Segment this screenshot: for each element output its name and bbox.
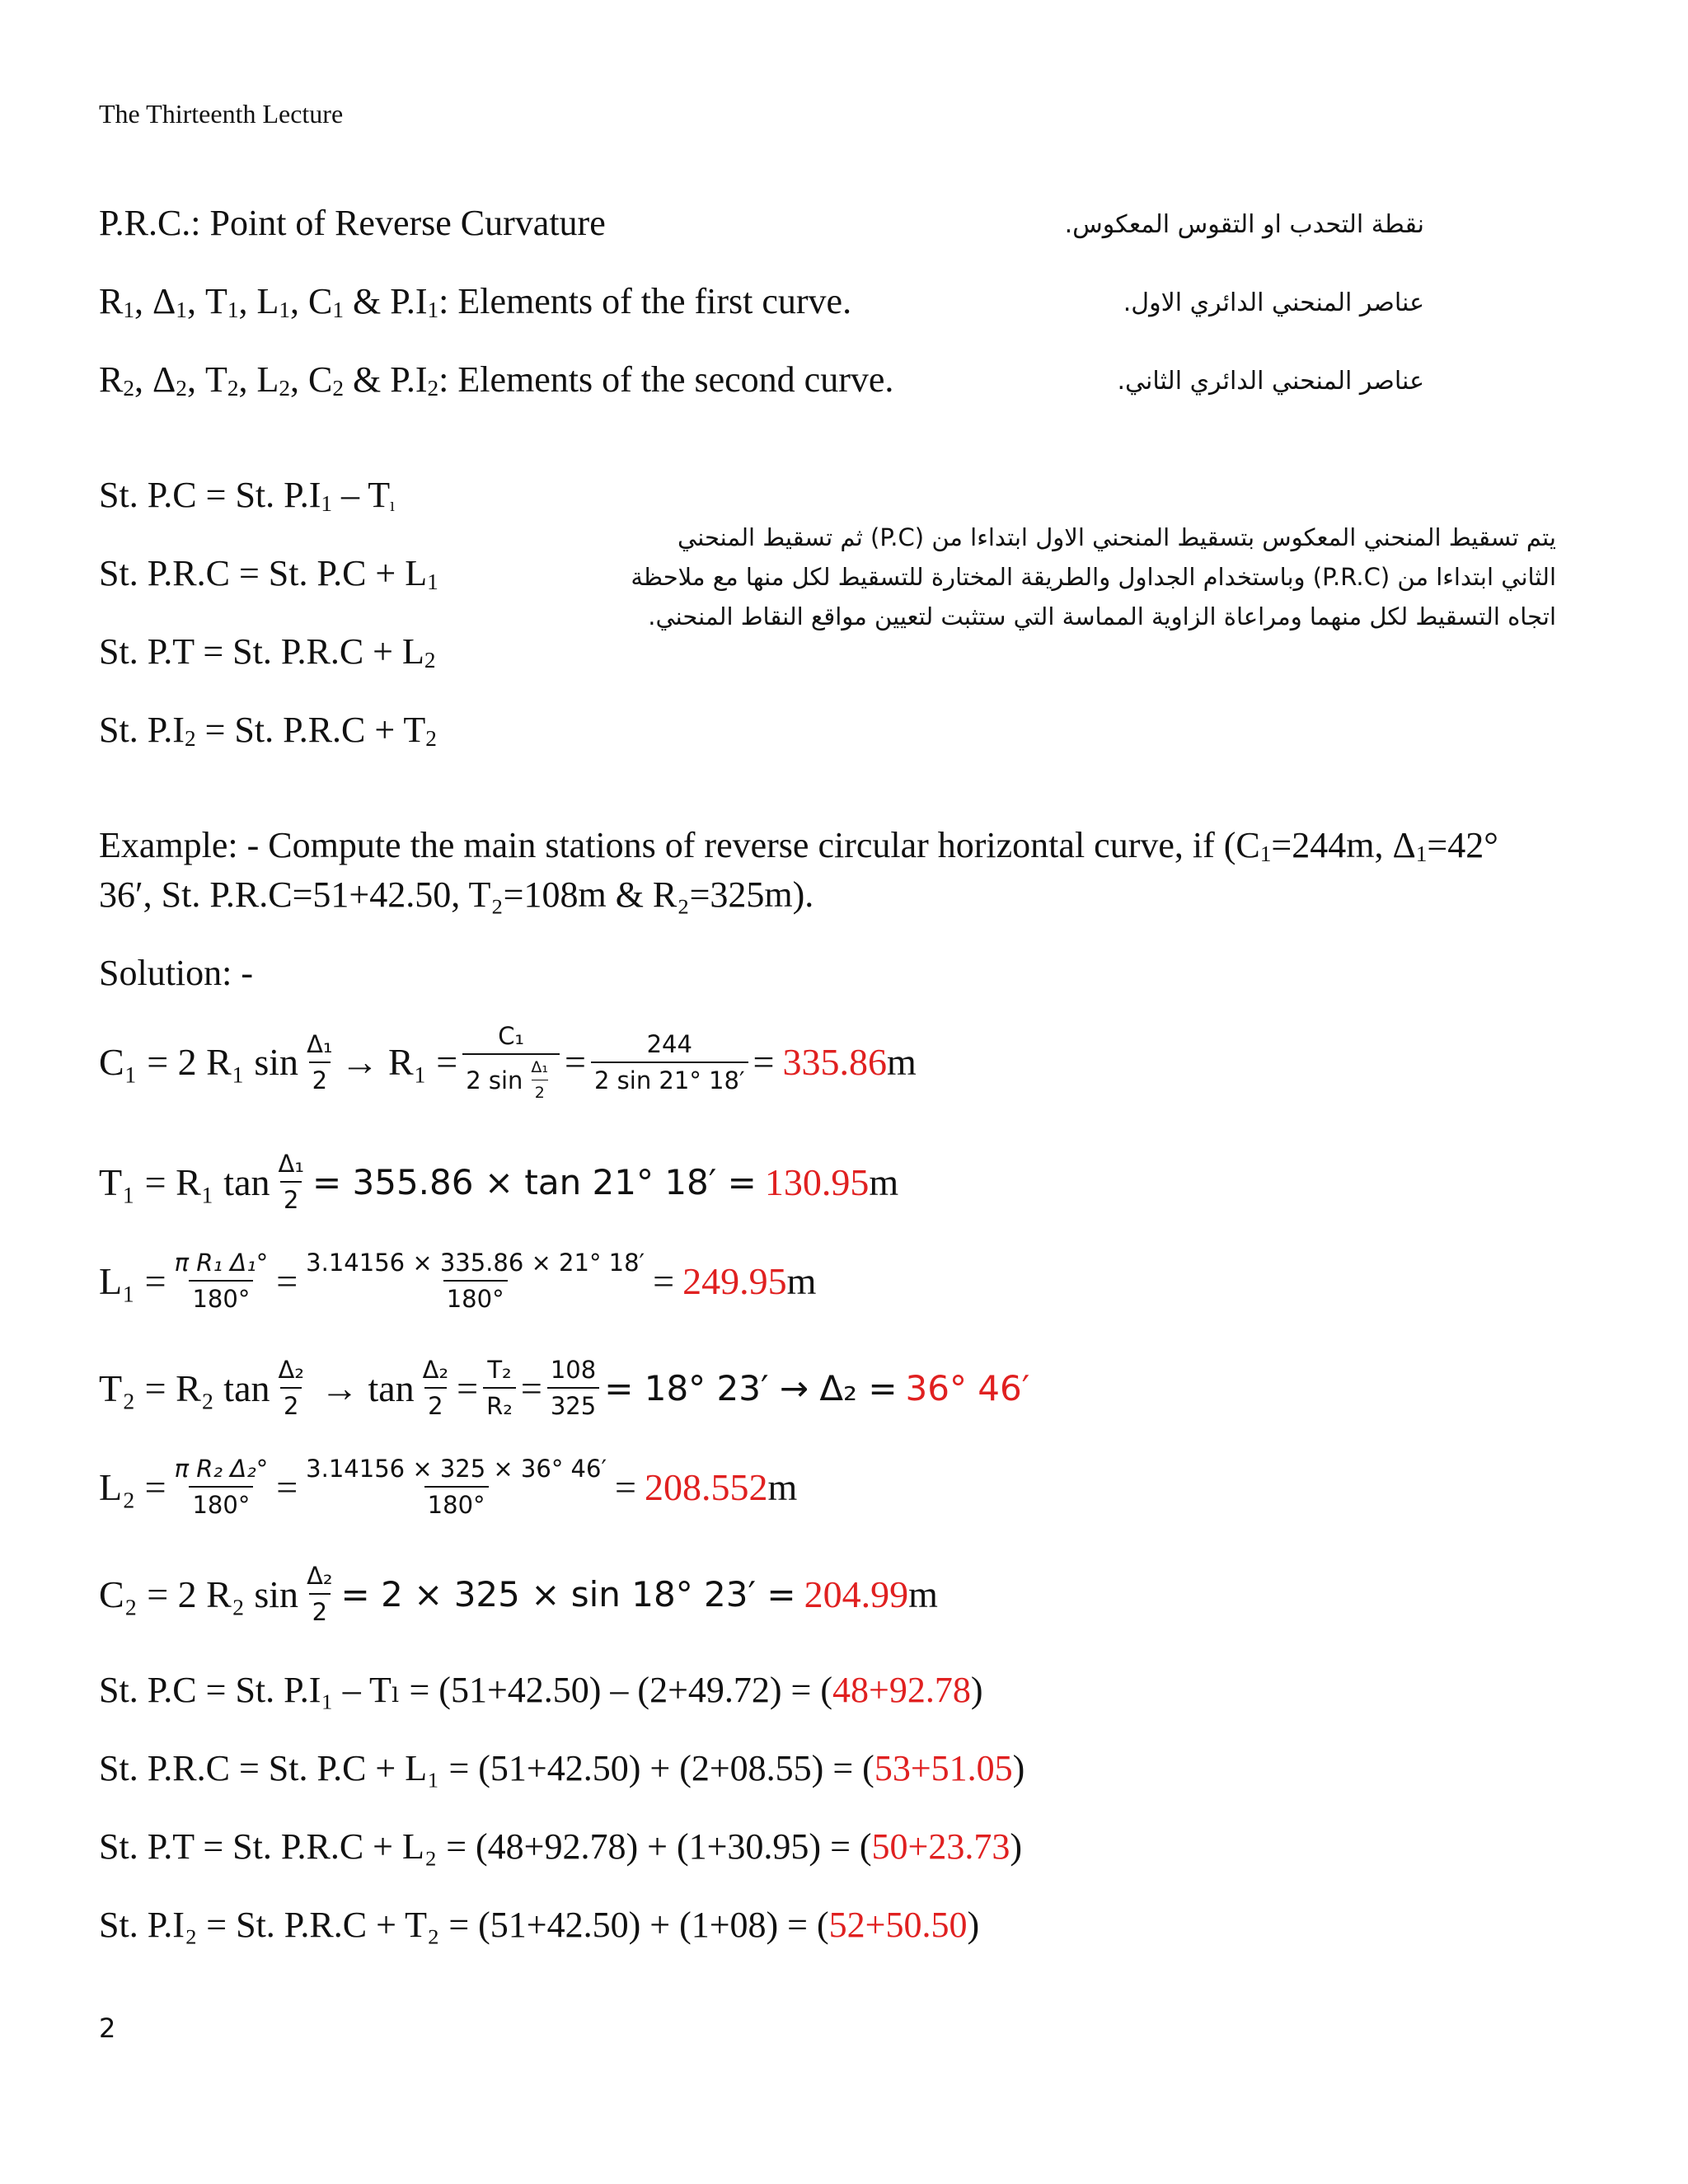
- lecture-title: The Thirteenth Lecture: [99, 99, 344, 129]
- formula-st-pc: St. P.C = St. $P.I_1 - T_{_l}$: [99, 475, 396, 516]
- result-r1: 335.86: [782, 1041, 887, 1083]
- fraction-244: $\frac{244}{2 \sin 21^\circ 18'}$: [591, 1030, 748, 1094]
- station-pi2: St. P.I₂ = St. P.R.C + T₂ = (51+42.50) + (1+08) = (52+50.50): [99, 1905, 980, 1945]
- station-pc: St. P.C = St. P.I₁ – Tₗ = (51+42.50) – (2+49.72) = (48+92.78): [99, 1670, 983, 1710]
- arabic-paragraph: يتم تسقيط المنحني المعكوس بتسقيط المنحني الاول ابتداءا من (P.C) ثم تسقيط المنحني الثاني ابتداءا من (P.R.C) وباستخدام الجداول والطريقة المختارة للتسقيط لكل منها مع ملاحظة اتجاه التسقيط لكل منهما ومراعاة الزاوية المماسة التي ستثبت لتعيين مواقع النقاط المنحني.: [631, 523, 1556, 630]
- page-number: 2: [99, 2013, 116, 2044]
- example-line-2: 36′, St. P.R.C=51+42.50, T₂=108m & R₂=325m).: [99, 874, 814, 915]
- equation-c1: C₁ = 2 R₁ sin $\frac{\text{Δ₁}}{2}$ → R₁ = C₁ 2 sin $\frac{\text{Δ₁}}{2}$ = $\frac{244}{2 \sin 21^\circ 18'}$ = 335.86 m: [99, 1022, 917, 1102]
- equation-t2: T₂ = R₂ tan $\frac{\text{Δ₂}}{2}$ → tan $\frac{\text{Δ₂}}{2}$ = $\frac{\text{T₂}}{\text{R₂}}$ = $\frac{108}{325}$ = 18° 23′ → Δ₂ = 36° 46′: [99, 1356, 1030, 1420]
- formula-st-pt: St. P.T = St. $P.R.C + L_2$: [99, 631, 436, 673]
- result-c2: 204.99: [804, 1572, 909, 1615]
- equation-l2: L₂ = $\frac{\text{π R₂ Δ₂°}}{180^\circ}$ = $\frac{3.14156 \times 325 \times 36^\circ 46'}{180^\circ}$ = 208.552 m: [99, 1455, 798, 1519]
- result-l2: 208.552: [644, 1465, 768, 1508]
- example-line-1: Example: - Compute the main stations of reverse circular horizontal curve, if ($C_1=244m$, $\Delta_1=42^\circ$: [99, 825, 1498, 866]
- result-l1: 249.95: [682, 1259, 787, 1302]
- formula-st-prc: St. P.R.C = St. $P.C + L_1$: [99, 553, 438, 594]
- solution-label: Solution: -: [99, 953, 254, 993]
- definition-second-curve: $R_2$, $\Delta_2$, $T_2$, $L_2$, $C_2$ & $P.I_2$: Elements of the second curve.: [99, 359, 894, 401]
- result-delta2: 36° 46′: [905, 1367, 1030, 1408]
- result-t1: 130.95: [764, 1160, 870, 1203]
- fraction-c1-over-2sin: C₁ 2 sin $\frac{\text{Δ₁}}{2}$: [462, 1022, 560, 1102]
- formula-st-pi2: St. $P.I_2 = St$. $P.R.C + T_2$: [99, 710, 437, 751]
- definition-second-curve-arabic: عناصر المنحني الدائري الثاني.: [1117, 367, 1424, 396]
- fraction-delta1-over-2: $\frac{\text{Δ₁}}{2}$: [307, 1029, 333, 1094]
- definition-prc: P.R.C.: Point of Reverse Curvature: [99, 203, 606, 243]
- definition-first-curve: $R_1$, $\Delta_1$, $T_1$, $L_1$, $C_1$ & $P.I_1$: Elements of the first curve.: [99, 281, 852, 322]
- equation-l1: L₁ = $\frac{\text{π R₁ Δ₁°}}{180^\circ}$ = $\frac{3.14156 \times 335.86 \times 21^\circ 18'}{180^\circ}$ = 249.95 m: [99, 1249, 817, 1313]
- station-prc: St. P.R.C = St. P.C + L₁ = (51+42.50) + (2+08.55) = (53+51.05): [99, 1748, 1025, 1788]
- definition-first-curve-arabic: عناصر المنحني الدائري الاول.: [1123, 288, 1424, 317]
- definition-prc-arabic: نقطة التحدب او التقوس المعكوس.: [1064, 210, 1424, 239]
- equation-c2: C₂ = 2 R₂ sin $\frac{\text{Δ₂}}{2}$ = 2 × 325 × sin 18° 23′ = 204.99 m: [99, 1562, 938, 1626]
- equation-t1: T₁ = R₁ tan $\frac{\text{Δ₁}}{2}$ = 355.86 × tan 21° 18′ = 130.95 m: [99, 1150, 899, 1214]
- station-pt: St. P.T = St. P.R.C + L₂ = (48+92.78) + (1+30.95) = (50+23.73): [99, 1826, 1023, 1867]
